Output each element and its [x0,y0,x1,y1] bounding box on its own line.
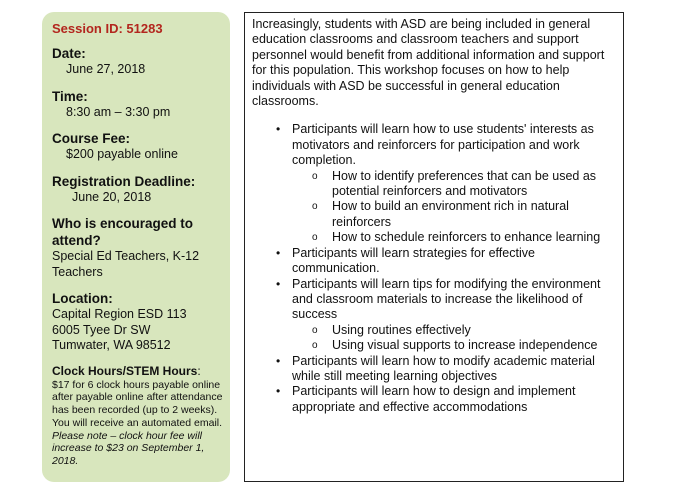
sub-list-item [292,199,617,230]
sub-list-item-text: How to schedule reinforcers to enhance learning [332,230,601,245]
bullet-icon: • [276,276,281,291]
clock-hours-block [52,364,230,469]
session-info-panel [42,12,230,482]
date-label: Date: [52,46,86,61]
session-id: Session ID: 51283 [52,21,163,36]
time-value: 8:30 am – 3:30 pm [66,104,171,119]
date-value: June 27, 2018 [66,62,146,76]
location-line2: 6005 Tyee Dr SW [52,322,151,337]
sub-list-item [292,169,617,200]
sub-list-item [292,338,617,353]
location-label: Location: [52,291,113,306]
list-item [252,246,617,277]
time-block [52,88,230,121]
deadline-block [52,173,230,206]
list-item [252,122,617,245]
sub-list-item-text: How to build an environment rich in natural reinforcers [332,199,569,229]
location-line3: Tumwater, WA 98512 [52,338,171,352]
clock-hours-colon: : [197,363,201,378]
sub-bullet-icon: o [312,232,318,244]
sub-list-item [292,230,617,245]
bullet-icon: • [276,384,281,399]
audience-block [52,215,230,280]
sub-list-item-text: Using routines effectively [332,322,471,337]
time-label: Time: [52,88,88,104]
fee-block [52,130,230,163]
clock-hours-label: Clock Hours/STEM Hours [52,363,198,378]
sub-list-item-text: How to identify preferences that can be used as potential reinforcers and motivators [332,168,597,199]
audience-value: Special Ed Teachers, K-12 Teachers [52,249,200,279]
intro-paragraph: Increasingly, students with ASD are being included in general education classrooms and classroom teachers and support personnel would benefit from additional information and support for this population. This workshop focuses on how to help individuals with ASD be successful in general education classrooms. [252,17,605,109]
list-item-text: Participants will learn how to design and implement appropriate and effective accommodations [292,384,576,414]
list-item [252,384,617,415]
workshop-description [244,12,624,482]
clock-hours-note: Please note – clock hour fee will increase to $23 on September 1, 2018. [52,429,205,468]
location-line1: Capital Region ESD 113 [52,307,187,321]
deadline-label: Registration Deadline: [52,173,196,189]
sub-bullet-icon: o [312,324,318,336]
clock-hours-text: $17 for 6 clock hours payable online after payable online after attendance has been recorded (up to 2 weeks). You will receive an automated email. [52,378,223,429]
date-block [52,45,230,78]
sub-list-item [292,323,617,338]
sub-list-item-text: Using visual supports to increase independence [332,338,598,353]
fee-label: Course Fee: [52,131,131,146]
bullet-icon: • [276,353,281,368]
list-item-text: Participants will learn tips for modifying the environment and classroom materials to increase the likelihood of success [292,276,601,322]
learning-objectives-list [252,122,617,415]
sub-bullet-icon: o [312,340,318,352]
sub-list [292,323,617,354]
sub-list [292,169,617,246]
fee-value: $200 payable online [66,147,178,161]
sub-bullet-icon: o [312,201,318,213]
list-item [252,354,617,385]
location-block [52,290,230,354]
list-item [252,277,617,354]
list-item-text: Participants will learn how to modify academic material while still meeting learning objectives [292,353,595,383]
deadline-value: June 20, 2018 [72,189,152,204]
list-item-text: Participants will learn how to use students' interests as motivators and reinforcers for participation and work completion. [292,122,594,168]
clock-hours-heading [52,364,230,379]
list-item-text: Participants will learn strategies for effective communication. [292,245,535,276]
sub-bullet-icon: o [312,170,318,182]
bullet-icon: • [276,122,281,137]
bullet-icon: • [276,245,281,260]
audience-label: Who is encouraged to attend? [52,216,194,248]
